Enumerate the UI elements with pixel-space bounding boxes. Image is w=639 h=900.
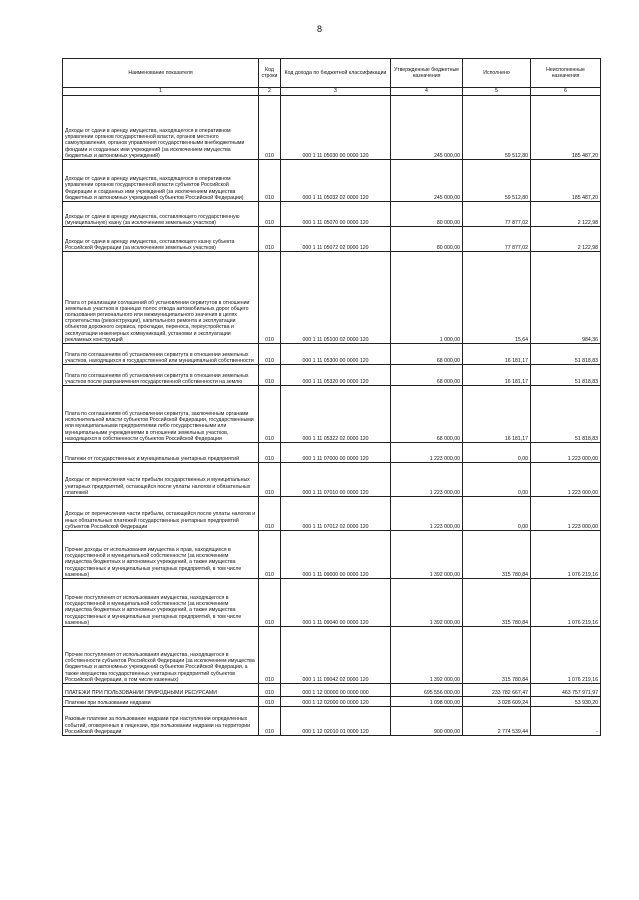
cell-line-code: 010 <box>259 227 281 252</box>
table-row <box>63 252 601 344</box>
cell-income-code: 000 1 12 02010 01 0000 120 <box>281 707 391 736</box>
cell-income-code: 000 1 11 05320 00 0000 120 <box>281 365 391 386</box>
cell-line-code: 010 <box>259 96 281 160</box>
table-row <box>63 697 601 707</box>
cell-name: Платежи при пользовании недрами <box>63 697 259 707</box>
cell-approved: 1 392 000,00 <box>391 531 463 579</box>
cell-line-code: 010 <box>259 365 281 386</box>
table-row <box>63 579 601 627</box>
cell-income-code: 000 1 11 07010 00 0000 120 <box>281 463 391 497</box>
column-header-line-code: Код строки <box>259 59 281 88</box>
cell-line-code: 010 <box>259 160 281 202</box>
column-number: 4 <box>391 88 463 96</box>
table-row <box>63 160 601 202</box>
cell-executed: 0,00 <box>463 463 531 497</box>
cell-unexecuted: 51 818,83 <box>531 386 601 443</box>
cell-executed: 16 181,17 <box>463 365 531 386</box>
cell-executed: 77 877,02 <box>463 202 531 227</box>
cell-income-code: 000 1 11 05030 00 0000 120 <box>281 96 391 160</box>
cell-name: ПЛАТЕЖИ ПРИ ПОЛЬЗОВАНИИ ПРИРОДНЫМИ РЕСУРСАМИ <box>63 684 259 697</box>
cell-income-code: 000 1 11 09042 02 0000 120 <box>281 627 391 684</box>
cell-approved: 68 000,00 <box>391 365 463 386</box>
header-row <box>63 59 601 88</box>
cell-executed: 59 512,80 <box>463 96 531 160</box>
column-header-approved: Утвержденные бюджетные назначения <box>391 59 463 88</box>
column-header-unexecuted: Неисполненные назначения <box>531 59 601 88</box>
cell-approved: 1 223 000,00 <box>391 497 463 531</box>
cell-name: Доходы от перечисления части прибыли государственных и муниципальных унитарных предприятий, остающейся после уплаты налогов и обязательных платежей <box>63 463 259 497</box>
cell-executed: 315 780,84 <box>463 627 531 684</box>
cell-name: Доходы от сдачи в аренду имущества, составляющего государственную (муниципальную) казну (за исключением земельных участков) <box>63 202 259 227</box>
table-row <box>63 463 601 497</box>
cell-executed: 0,00 <box>463 497 531 531</box>
cell-unexecuted: 51 818,83 <box>531 344 601 365</box>
cell-unexecuted: 984,36 <box>531 252 601 344</box>
cell-approved: 245 000,00 <box>391 96 463 160</box>
cell-income-code: 000 1 11 05072 02 0000 120 <box>281 227 391 252</box>
cell-unexecuted: 463 757 971,97 <box>531 684 601 697</box>
column-header-executed: Исполнено <box>463 59 531 88</box>
cell-unexecuted: 2 122,98 <box>531 202 601 227</box>
cell-income-code: 000 1 11 09040 00 0000 120 <box>281 579 391 627</box>
cell-executed: 233 782 667,47 <box>463 684 531 697</box>
cell-executed: 315 780,84 <box>463 531 531 579</box>
column-header-name: Наименование показателя <box>63 59 259 88</box>
cell-name: Разовые платежи за пользование недрами при наступлении определенных событий, оговоренных в лицензии, при пользовании недрами на территории Российской Федерации <box>63 707 259 736</box>
cell-executed: 315 780,84 <box>463 579 531 627</box>
cell-unexecuted: 53 930,20 <box>531 697 601 707</box>
cell-approved: 68 000,00 <box>391 344 463 365</box>
column-number: 6 <box>531 88 601 96</box>
cell-unexecuted: 1 223 000,00 <box>531 463 601 497</box>
cell-name: Прочие поступления от использования имущества, находящегося в собственности субъектов Российской Федерации (за исключением имущества бюджетных и автономных учреждений субъектов Российской Федерации, а также имущества государственных унитарных предприятий субъектов Российской Федерации, в том числе казенных) <box>63 627 259 684</box>
table-row <box>63 96 601 160</box>
cell-unexecuted: 1 076 219,16 <box>531 531 601 579</box>
column-number: 2 <box>259 88 281 96</box>
cell-line-code: 010 <box>259 531 281 579</box>
cell-approved: 68 000,00 <box>391 386 463 443</box>
cell-name: Прочие поступления от использования имущества, находящегося в государственной и муниципальной собственности (за исключением имущества бюджетных и автономных учреждений, а также имущества государственных и муниципальных унитарных предприятий, в том числе казенных) <box>63 579 259 627</box>
cell-approved: 80 000,00 <box>391 202 463 227</box>
cell-executed: 16 181,17 <box>463 344 531 365</box>
cell-name: Платежи от государственных и муниципальных унитарных предприятий <box>63 443 259 463</box>
cell-line-code: 010 <box>259 386 281 443</box>
column-number: 1 <box>63 88 259 96</box>
cell-line-code: 010 <box>259 697 281 707</box>
cell-approved: 695 556 000,00 <box>391 684 463 697</box>
cell-income-code: 000 1 11 07000 00 0000 120 <box>281 443 391 463</box>
cell-executed: 16 181,17 <box>463 386 531 443</box>
cell-unexecuted: 1 223 000,00 <box>531 443 601 463</box>
cell-unexecuted: 185 487,20 <box>531 160 601 202</box>
column-number: 3 <box>281 88 391 96</box>
cell-name: Доходы от сдачи в аренду имущества, находящегося в оперативном управлении органов государственной власти субъектов Российской Федерации и созданных ими учреждений (за исключением имущества бюджетных и автономных учреждений субъектов Российской Федерации) <box>63 160 259 202</box>
cell-unexecuted: - <box>531 707 601 736</box>
cell-line-code: 010 <box>259 627 281 684</box>
column-header-income-code: Код дохода по бюджетной классификации <box>281 59 391 88</box>
cell-unexecuted: 1 076 219,16 <box>531 627 601 684</box>
table-row <box>63 344 601 365</box>
cell-income-code: 000 1 11 05322 02 0000 120 <box>281 386 391 443</box>
cell-name: Плата по соглашениям об установлении сервитута в отношении земельных участков, находящихся в государственной или муниципальной собственности <box>63 344 259 365</box>
page-number: 8 <box>316 24 322 34</box>
cell-name: Плата от реализации соглашений об установлении сервитутов в отношении земельных участков в границах полос отвода автомобильных дорог общего пользования регионального или межмуниципального значения в целях строительства (реконструкции), капитального ремонта и эксплуатации объектов дорожного сервиса, прокладки, переноса, переустройства и эксплуатации инженерных коммуникаций, установки и эксплуатации рекламных конструкций <box>63 252 259 344</box>
budget-execution-table <box>62 58 601 736</box>
cell-name: Плата по соглашениям об установлении сервитута, заключенным органами исполнительной власти субъектов Российской Федерации, государственными или муниципальными предприятиями либо государственными или муниципальными учреждениями в отношении земельных участков, находящихся в собственности субъектов Российской Федерации <box>63 386 259 443</box>
cell-line-code: 010 <box>259 202 281 227</box>
table-row <box>63 627 601 684</box>
cell-executed: 2 774 539,44 <box>463 707 531 736</box>
column-number-row <box>63 88 601 96</box>
cell-executed: 0,00 <box>463 443 531 463</box>
cell-approved: 245 000,00 <box>391 160 463 202</box>
cell-line-code: 010 <box>259 707 281 736</box>
cell-income-code: 000 1 11 09000 00 0000 120 <box>281 531 391 579</box>
table-row <box>63 386 601 443</box>
table-row <box>63 707 601 736</box>
table-row <box>63 684 601 697</box>
cell-income-code: 000 1 11 05070 00 0000 120 <box>281 202 391 227</box>
cell-approved: 1 392 000,00 <box>391 579 463 627</box>
cell-name: Плата по соглашениям об установлении сервитута в отношении земельных участков после разграничения государственной собственности на землю <box>63 365 259 386</box>
cell-approved: 1 392 000,00 <box>391 627 463 684</box>
cell-income-code: 000 1 12 00000 00 0000 000 <box>281 684 391 697</box>
cell-income-code: 000 1 11 05300 00 0000 120 <box>281 344 391 365</box>
cell-name: Доходы от перечисления части прибыли, остающейся после уплаты налогов и иных обязательных платежей государственных унитарных предприятий субъектов Российской Федерации <box>63 497 259 531</box>
column-number: 5 <box>463 88 531 96</box>
table-row <box>63 497 601 531</box>
cell-line-code: 010 <box>259 497 281 531</box>
cell-approved: 80 000,00 <box>391 227 463 252</box>
cell-unexecuted: 185 487,20 <box>531 96 601 160</box>
cell-income-code: 000 1 11 07012 02 0000 120 <box>281 497 391 531</box>
cell-executed: 15,64 <box>463 252 531 344</box>
cell-approved: 1 223 000,00 <box>391 443 463 463</box>
cell-line-code: 010 <box>259 252 281 344</box>
cell-executed: 77 877,02 <box>463 227 531 252</box>
cell-income-code: 000 1 11 05032 02 0000 120 <box>281 160 391 202</box>
table-row <box>63 227 601 252</box>
cell-line-code: 010 <box>259 463 281 497</box>
cell-unexecuted: 1 076 219,16 <box>531 579 601 627</box>
cell-line-code: 010 <box>259 684 281 697</box>
cell-line-code: 010 <box>259 579 281 627</box>
cell-executed: 59 512,80 <box>463 160 531 202</box>
cell-line-code: 010 <box>259 344 281 365</box>
cell-unexecuted: 51 818,83 <box>531 365 601 386</box>
cell-approved: 900 000,00 <box>391 707 463 736</box>
table-row <box>63 202 601 227</box>
cell-name: Доходы от сдачи в аренду имущества, составляющего казну субъекта Российской Федерации (за исключением земельных участков) <box>63 227 259 252</box>
cell-approved: 1 098 000,00 <box>391 697 463 707</box>
cell-income-code: 000 1 11 05100 02 0000 120 <box>281 252 391 344</box>
cell-executed: 3 028 609,24 <box>463 697 531 707</box>
table-row <box>63 365 601 386</box>
cell-approved: 1 223 000,00 <box>391 463 463 497</box>
cell-approved: 1 000,00 <box>391 252 463 344</box>
cell-income-code: 000 1 12 02000 00 0000 120 <box>281 697 391 707</box>
cell-name: Доходы от сдачи в аренду имущества, находящегося в оперативном управлении органов государственной власти, органов местного самоуправления, органов управления государственными внебюджетными фондами и созданных ими учреждений (за исключением имущества бюджетных и автономных учреждений) <box>63 96 259 160</box>
cell-unexecuted: 1 223 000,00 <box>531 497 601 531</box>
table-row <box>63 443 601 463</box>
cell-line-code: 010 <box>259 443 281 463</box>
table-row <box>63 531 601 579</box>
cell-unexecuted: 2 122,98 <box>531 227 601 252</box>
cell-name: Прочие доходы от использования имущества и прав, находящихся в государственной и муниципальной собственности (за исключением имущества бюджетных и автономных учреждений, а также имущества государственных и муниципальных унитарных предприятий, в том числе казенных) <box>63 531 259 579</box>
